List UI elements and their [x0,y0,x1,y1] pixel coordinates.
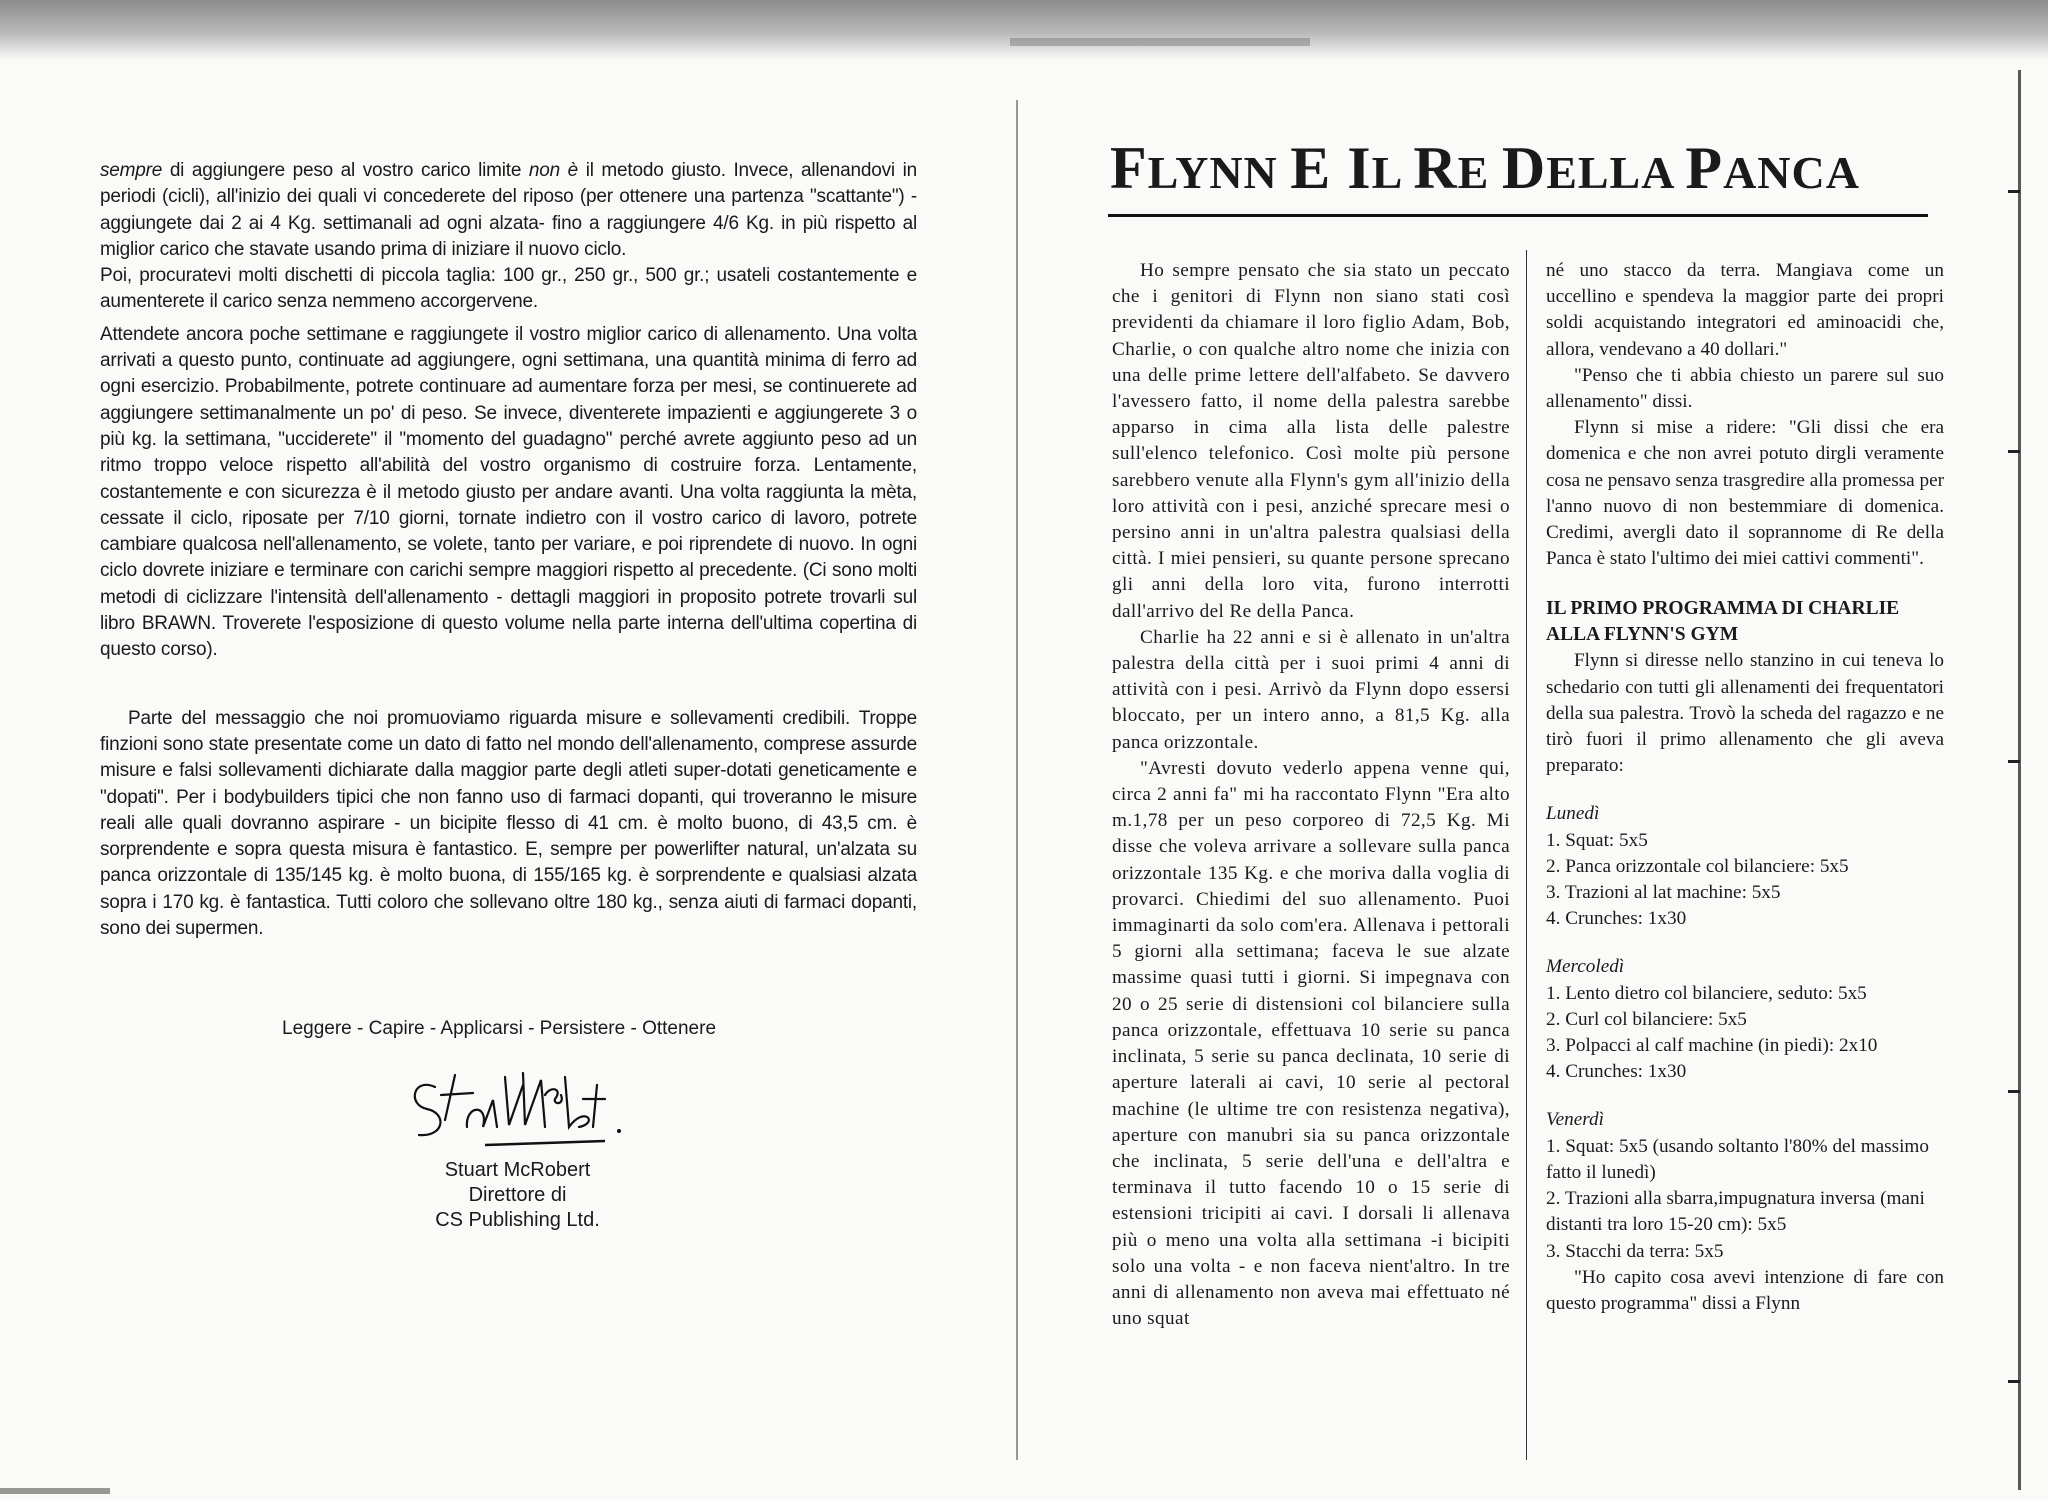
article-column-1 [1112,258,1510,1332]
paragraph: Flynn si mise a ridere: "Gli dissi che era domenica e che non avrei potuto dirgli veramente cosa ne pensavo senza trasgredire alla promessa per l'anno nuovo di non bestemmiare di domenica. Credimi, avergli dato il soprannome di Re della Panca è stato l'ultimo dei miei cattivi commenti". [1546,417,1944,570]
exercise-list [1546,1134,1944,1265]
scan-mark [1010,38,1310,46]
scan-top-shadow [0,0,2048,60]
exercise-list [1546,981,1944,1086]
edge-mark [2008,1090,2020,1093]
day-heading: Venerdì [1546,1109,1604,1131]
signer-name: Stuart McRobert [444,1159,591,1181]
paragraph: Parte del messaggio che noi promuoviamo riguarda misure e sollevamenti credibili. Troppe finzioni sono state presentate come un dato di fatto nel mondo dell'allenamento, comprese assurde misure e falsi sollevamenti dichiarate dalla maggior parte degli atleti super-dotati geneticamente e "dopati". Per i bodybuilders tipici che non fanno uso di farmaci dopanti, qui troveranno le misure reali alle quali dovranno aspirare - un bicipite flesso di 41 cm. è molto buono, di 43,5 cm. è sorprendente e sopra questa misura è fantastico. E, sempre per powerlifter natural, un'alzata su panca orizzontale di 135/145 kg. è molto buona, di 155/165 kg. è sorprendente e qualsiasi alzata sopra i 170 kg. è fantastica. Tutti coloro che sollevano oltre 180 kg., senza aiuti di farmaci dopanti, sono dei supermen. [100,707,917,940]
list-item: 3. Polpacci al calf machine (in piedi): 2x10 [1546,1035,1878,1057]
list-item: 2. Panca orizzontale col bilanciere: 5x5 [1546,855,1849,877]
paragraph: Charlie ha 22 anni e si è allenato in un'altra palestra della città per i suoi primi 4 anni di attività con i pesi. Arrivò da Flynn dopo essersi bloccato, per un intero anno, a 81,5 Kg. alla panca orizzontale. [1112,626,1510,753]
article-column-2 [1546,258,1944,1317]
list-item: 1. Squat: 5x5 [1546,829,1648,851]
motto: Leggere - Capire - Applicarsi - Persistere - Ottenere [282,1018,717,1039]
signer-role: Direttore di [468,1184,567,1206]
edge-mark [2008,760,2020,763]
list-item: 4. Crunches: 1x30 [1546,1061,1687,1083]
edge-mark [2008,190,2020,193]
list-item: 2. Trazioni alla sbarra,impugnatura inversa (mani distanti tra loro 15-20 cm): 5x5 [1546,1188,1925,1236]
signer-block [425,1158,610,1233]
edge-mark [2008,1380,2020,1383]
exercise-list [1546,828,1944,933]
list-item: 1. Squat: 5x5 (usando soltanto l'80% del massimo fatto il lunedì) [1546,1135,1929,1183]
paragraph [100,158,917,263]
signature [405,1065,645,1160]
article-title: FLYNN E IL RE DELLA PANCA [1110,135,1860,201]
paragraph: né uno stacco da terra. Mangiava come un uccellino e spendeva la maggior parte dei propri soldi acquistando integratori ed aminoacidi che, allora, vendevano a 40 dollari." [1546,260,1944,360]
day-heading: Mercoledì [1546,956,1625,978]
signer-company: CS Publishing Ltd. [435,1209,600,1231]
text: di aggiungere peso al vostro carico limite [162,160,529,181]
paragraph: Poi, procuratevi molti dischetti di piccola taglia: 100 gr., 250 gr., 500 gr.; usateli costantemente e aumenterete il carico senza nemmeno accorgervene. [100,265,917,313]
day-heading: Lunedì [1546,803,1600,825]
page-gutter [1016,100,1018,1460]
edge-mark [2008,450,2020,453]
paragraph: "Penso che ti abbia chiesto un parere sul suo allenamento" dissi. [1546,364,1944,413]
column-separator [1526,250,1527,1460]
paragraph: Ho sempre pensato che sia stato un peccato che i genitori di Flynn non siano stati così previdenti da chiamare il loro figlio Adam, Bob, Charlie, o con qualche altro nome che inizia con una delle prime lettere dell'alfabeto. Se davvero l'avessero fatto, il nome della palestra sarebbe apparso in cima alla lista delle palestre sull'elenco telefonico. Così molte più persone sarebbero venute alla Flynn's gym all'inizio della loro attività con i pesi, anziché sprecare mesi o persino anni in un'altra palestra qualsiasi della città. I miei pensieri, su quante persone sprecano gli anni della loro vita, furono interrotti dall'arrivo del Re della Panca. [1112,260,1510,622]
paragraph: "Avresti dovuto vederlo appena venne qui, circa 2 anni fa" mi ha raccontato Flynn "Era alto m.1,78 per un peso corporeo di 72,5 Kg. Mi disse che voleva arrivare a sollevare sulla panca orizzontale 135 Kg. e che moriva dalla voglia di provarci. Chiedimi del suo allenamento. Puoi immaginarti da solo com'era. Allenava i pettorali 5 giorni alla settimana; faceva le sue alzate massime quasi tutti i giorni. Si impegnava con 20 o 25 serie di distensioni col bilanciere sulla panca orizzontale, effettuava 10 serie su panca inclinata, 5 serie su panca declinata, 10 serie di aperture laterali ai cavi, 10 serie al pectoral machine (le ultime tre con resistenza negativa), aperture con manubri sia su panca orizzontale che inclinata, 5 serie dell'una e dell'altra e terminava il tutto facendo 10 o 15 serie di estensioni tricipiti ai cavi. I dorsali li allenava più o meno una volta alla settimana -i bicipiti solo una volta - e non faceva nient'altro. In tre anni di allenamento non aveva mai effettuato né uno squat [1112,757,1510,1330]
list-item: 4. Crunches: 1x30 [1546,908,1687,930]
list-item: 2. Curl col bilanciere: 5x5 [1546,1008,1747,1030]
paragraph: "Ho capito cosa avevi intenzione di fare con questo programma" dissi a Flynn [1546,1266,1944,1314]
paragraph: Attendete ancora poche settimane e raggiungete il vostro miglior carico di allenamento. Una volta arrivati a questo punto, continuate ad aggiungere, ogni settimana, una quantità minima di ferro ad ogni esercizio. Probabilmente, potrete continuare ad aumentare forza per mesi, se continuerete ad aggiungere settimanalmente un po' di peso. Se invece, diventerete impazienti e aggiungerete 3 o più kg. la settimana, "ucciderete" il "momento del guadagno" perché avrete aggiunto peso ad un ritmo troppo veloce rispetto all'abilità del vostro organismo di costruire forza. Lentamente, costantemente e con sicurezza è il metodo giusto per andare avanti. Una volta raggiunta la mèta, cessate il ciclo, riposate per 7/10 giorni, tornate indietro con il vostro carico di lavoro, potrete cambiare qualcosa nell'allenamento, se volete, tanto per variare, e poi riprendete di nuovo. In ogni ciclo dovrete iniziare e terminare con carichi sempre maggiori rispetto al precedente. (Ci sono molti metodi di ciclizzare l'intensità dell'allenamento - dettagli maggiori in proposito potrete trovarli sul libro BRAWN. Troverete l'esposizione di questo volume nella parte interna dell'ultima copertina di questo corso). [100,323,917,661]
list-item: 3. Trazioni al lat machine: 5x5 [1546,882,1781,904]
emphasis: non è [528,160,579,181]
paragraph: Flynn si diresse nello stanzino in cui teneva lo schedario con tutti gli allenamenti dei frequentatori della sua palestra. Trovò la scheda del ragazzo e ne tirò fuori il primo allenamento che gli aveva preparato: [1546,650,1944,777]
title-rule [1108,214,1928,217]
list-item: 1. Lento dietro col bilanciere, seduto: 5x5 [1546,982,1867,1004]
section-heading: IL PRIMO PROGRAMMA DI CHARLIE ALLA FLYNN'S GYM [1546,598,1900,646]
emphasis: sempre [100,160,163,181]
left-page-text [100,158,917,942]
scan-mark [0,1488,110,1494]
page-edge [2018,70,2021,1490]
text: il metodo giusto. Invece, allenandovi in periodi (cicli), all'inizio dei quali vi concederete del riposo (per ottenere una partenza "scattante") - aggiungete dai 2 ai 4 Kg. settimanali ad ogni alzata- fino a raggiungere 4/6 Kg. in più rispetto al miglior carico che stavate usando prima di iniziare il nuovo ciclo. [100,160,917,260]
list-item: 3. Stacchi da terra: 5x5 [1546,1240,1724,1262]
